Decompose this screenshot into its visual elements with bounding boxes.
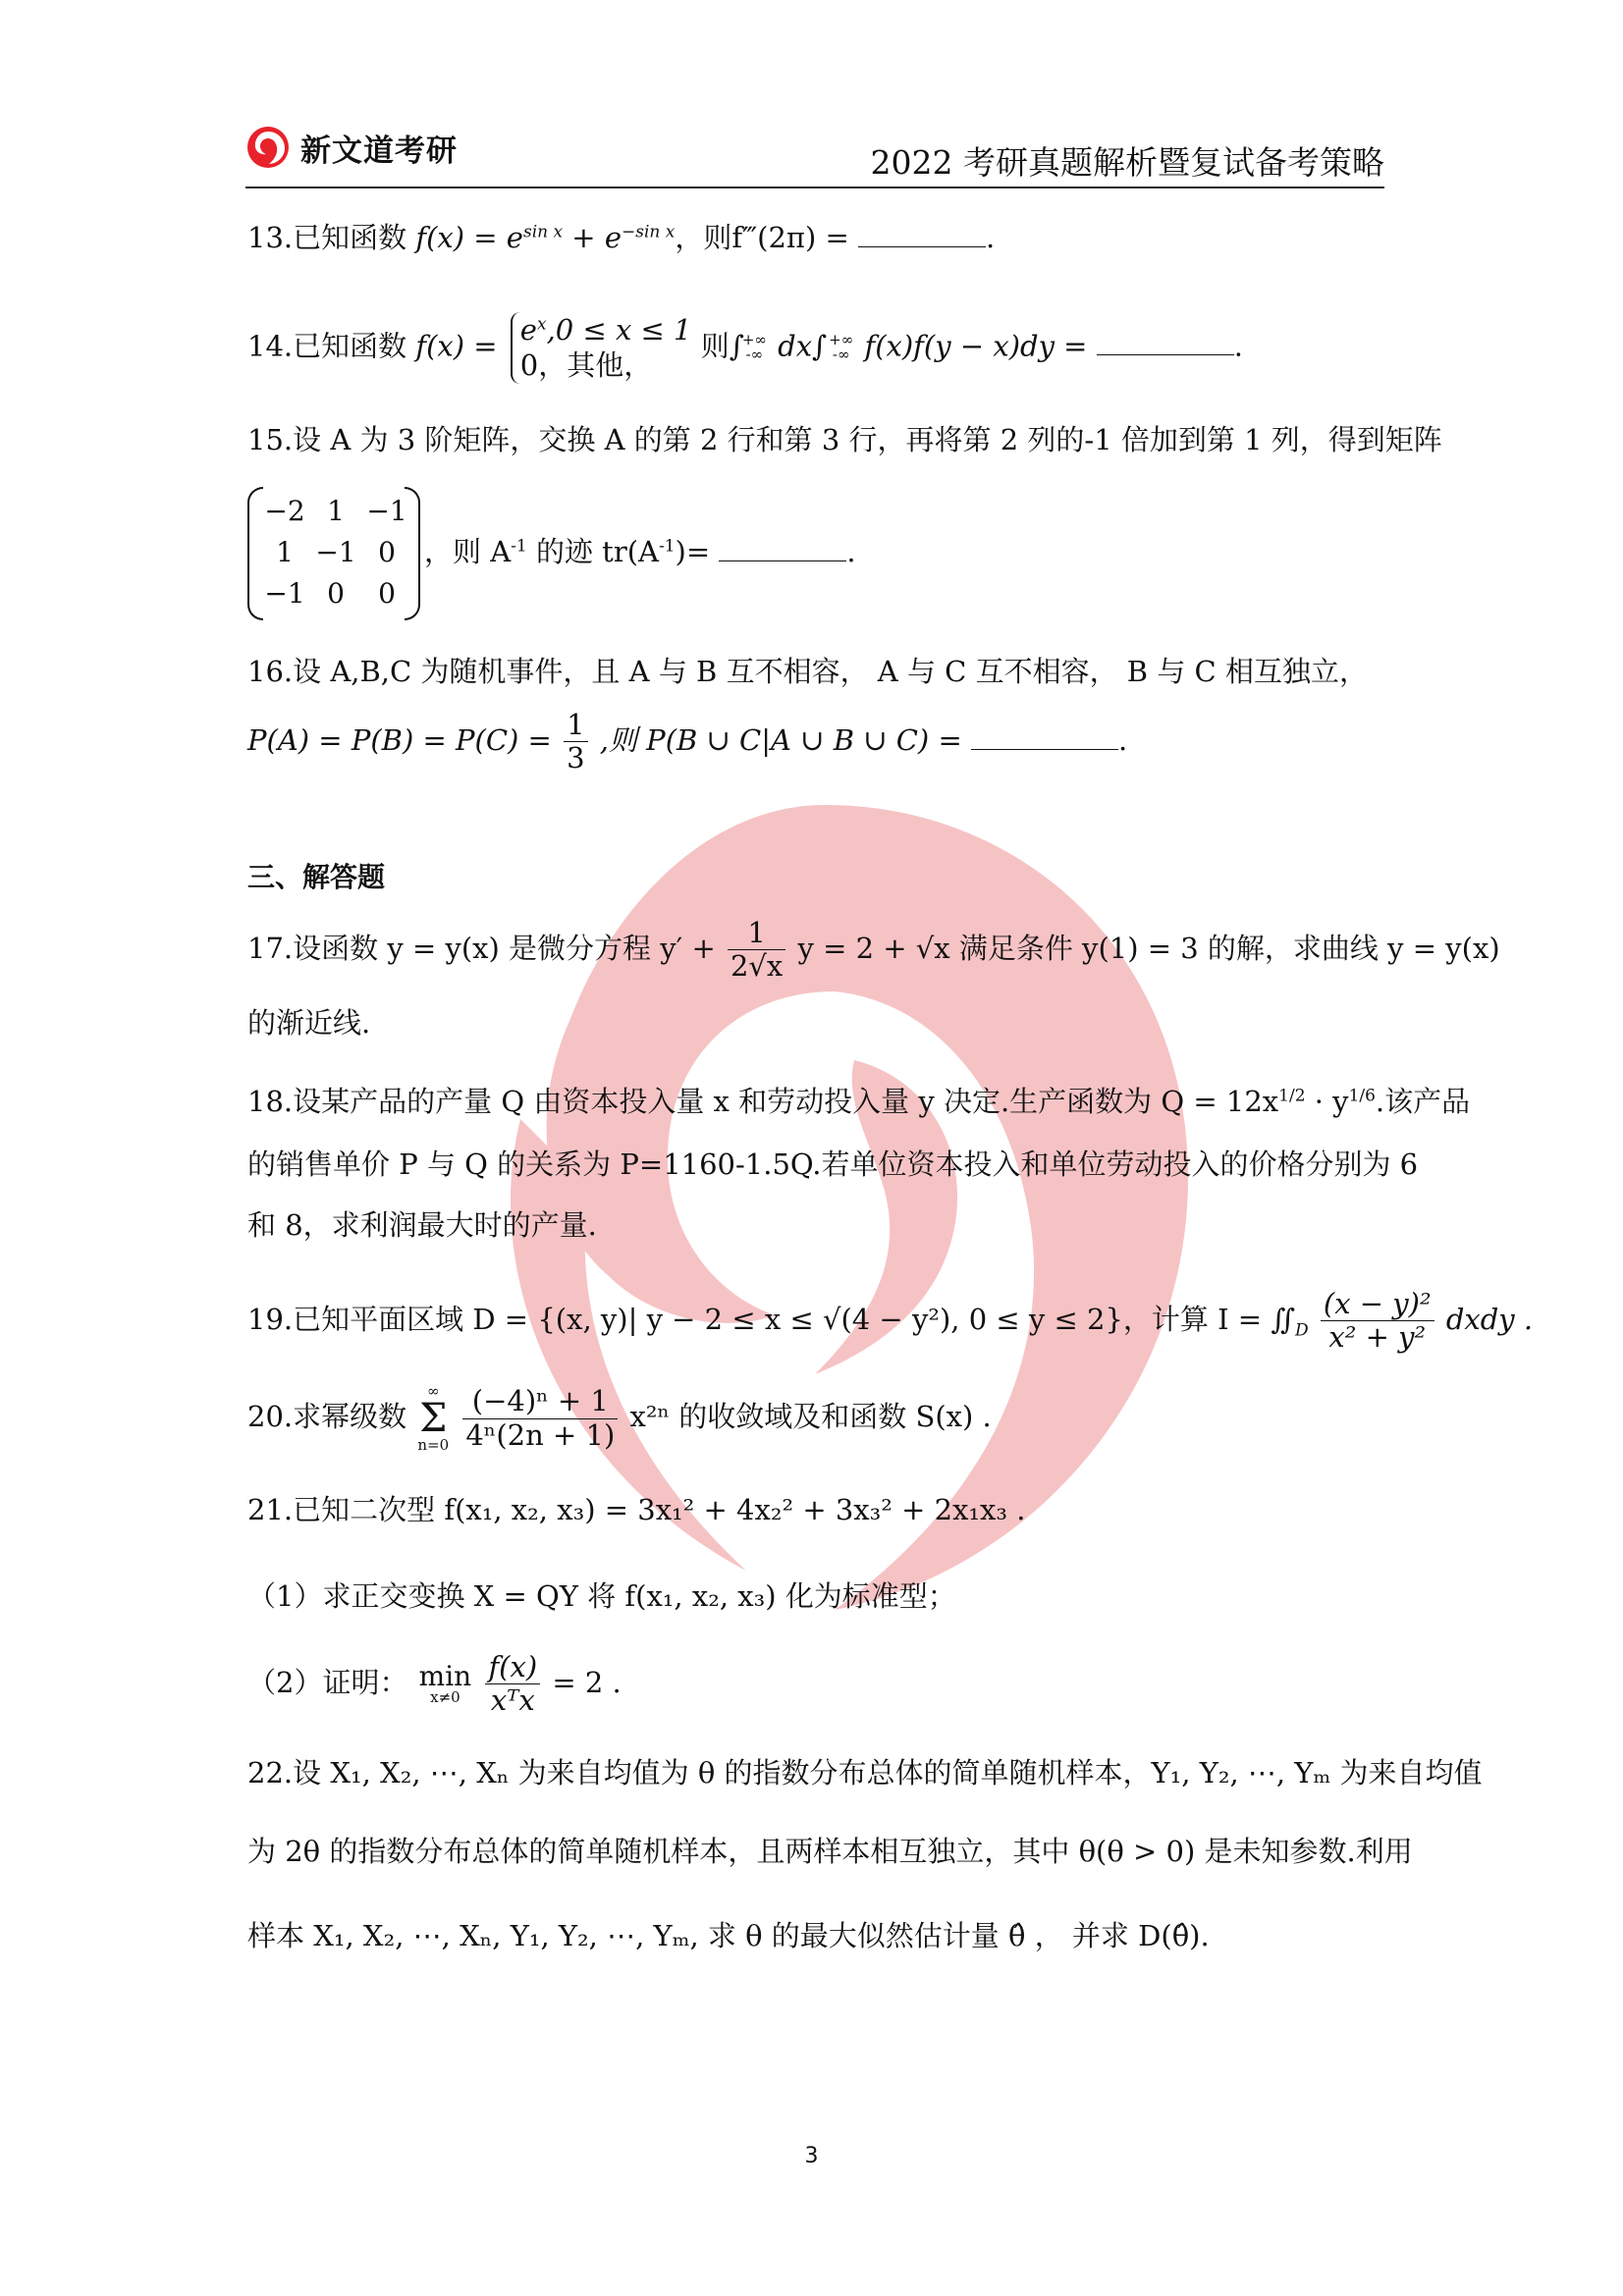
question-17-line2: 的渐近线.	[247, 1006, 371, 1040]
brand-name: 新文道考研	[300, 133, 458, 169]
brand-logo	[245, 122, 458, 173]
header-title: 2022 考研真题解析暨复试备考策略	[870, 143, 1384, 182]
min-operator: min x≠0	[418, 1660, 472, 1707]
phoenix-icon	[245, 125, 291, 170]
piecewise-function: $e^x,0 \le x \le 1$ 0，其他，	[511, 312, 692, 384]
question-18-line3: 和 8，求利润最大时的产量.	[247, 1208, 597, 1242]
question-21-part1: （1）求正交变换 X = QY 将 f(x₁, x₂, x₃) 化为标准型；	[247, 1579, 956, 1613]
question-17-line1: 17.设函数 y = y(x) 是微分方程 y′ + $\frac{1}{2√x}$ y = 2 + √x 满足条件 y(1) = 3 的解，求曲线 y = y(x)	[247, 916, 1500, 984]
question-22-line3: 样本 X₁, X₂, ⋯, Xₙ, Y₁, Y₂, ⋯, Yₘ, 求 θ 的最大似然估计量 θ̂ ， 并求 D(θ̂).	[247, 1919, 1210, 1952]
question-16-line2: P(A) = P(B) = P(C) = $\frac{1}{3}$ ,则 P(B ∪ C|A ∪ B ∪ C) = .	[247, 708, 1128, 775]
question-19: 19.已知平面区域 D = {(x, y)| y − 2 ≤ x ≤ √(4 − y²), 0 ≤ y ≤ 2}，计算 $I = ∬_D$ $\frac{\text{(x − y)²}}{\text{x² + y²}}$ dxdy .	[247, 1287, 1534, 1355]
question-13: 13.已知函数 $f(x) = e^{sin x} + e^{-sin x}$，则f‴(2π) = .	[247, 221, 996, 254]
question-21-part2: （2）证明： min x≠0 $\frac{f(x)}{\text{xᵀx}}$ = 2 .	[247, 1650, 622, 1718]
fraction: $\frac{1}{2√x}$	[728, 917, 785, 984]
question-15-line2: ，则 $A^{-1}$ 的迹 $tr(A^{-1})=$ .	[424, 535, 856, 568]
question-20: 20.求幂级数 ∞ Σ n=0 $\frac{\text{(−4)ⁿ + 1}}{\text{4ⁿ(2n + 1)}}$ x²ⁿ 的收敛域及和函数 S(x) .	[247, 1382, 992, 1454]
fraction: $\frac{1}{3}$	[564, 709, 587, 775]
fraction: $\frac{\text{(−4)ⁿ + 1}}{\text{4ⁿ(2n + 1)}}$	[462, 1385, 618, 1452]
fraction: $\frac{f(x)}{\text{xᵀx}}$	[485, 1651, 540, 1718]
page-number: 3	[804, 2144, 819, 2168]
question-22-line2: 为 2θ 的指数分布总体的简单随机样本，且两样本相互独立，其中 θ(θ > 0) 是未知参数.利用	[247, 1835, 1413, 1868]
answer-blank	[971, 748, 1118, 750]
question-15-line1: 15.设 A 为 3 阶矩阵，交换 A 的第 2 行和第 3 行，再将第 2 列的-1 倍加到第 1 列，得到矩阵	[247, 423, 1442, 456]
fraction: $\frac{\text{(x − y)²}}{\text{x² + y²}}$	[1321, 1288, 1434, 1355]
summation: ∞ Σ n=0	[417, 1382, 450, 1454]
question-18-line2: 的销售单价 P 与 Q 的关系为 P=1160-1.5Q.若单位资本投入和单位劳动投入的价格分别为 6	[247, 1148, 1419, 1181]
question-16-line1: 16.设 A,B,C 为随机事件，且 A 与 B 互不相容， A 与 C 互不相容， B 与 C 相互独立，	[247, 655, 1368, 688]
answer-blank	[1097, 353, 1234, 355]
question-21: 21.已知二次型 f(x₁, x₂, x₃) = 3x₁² + 4x₂² + 3x₃² + 2x₁x₃ .	[247, 1493, 1026, 1526]
question-22-line1: 22.设 X₁, X₂, ⋯, Xₙ 为来自均值为 θ 的指数分布总体的简单随机样本，Y₁, Y₂, ⋯, Yₘ 为来自均值	[247, 1756, 1483, 1789]
question-18-line1: 18.设某产品的产量 Q 由资本投入量 x 和劳动投入量 y 决定.生产函数为 $Q = 12x^{1/2} \cdot y^{1/6}$.该产品	[247, 1085, 1471, 1118]
page-header	[245, 116, 1384, 188]
answer-blank	[719, 560, 846, 561]
answer-blank	[858, 245, 986, 247]
question-14: 14.已知函数 f(x) = $e^x,0 \le x \le 1$ 0，其他， 则∫ +∞ -∞ dx∫ +∞ -∞ f(x)f(y − x)dy = .	[247, 313, 1243, 383]
matrix: −2 1 −1 1 −1 0 −1 0 0	[247, 487, 420, 620]
section-title: 三、解答题	[247, 861, 386, 893]
